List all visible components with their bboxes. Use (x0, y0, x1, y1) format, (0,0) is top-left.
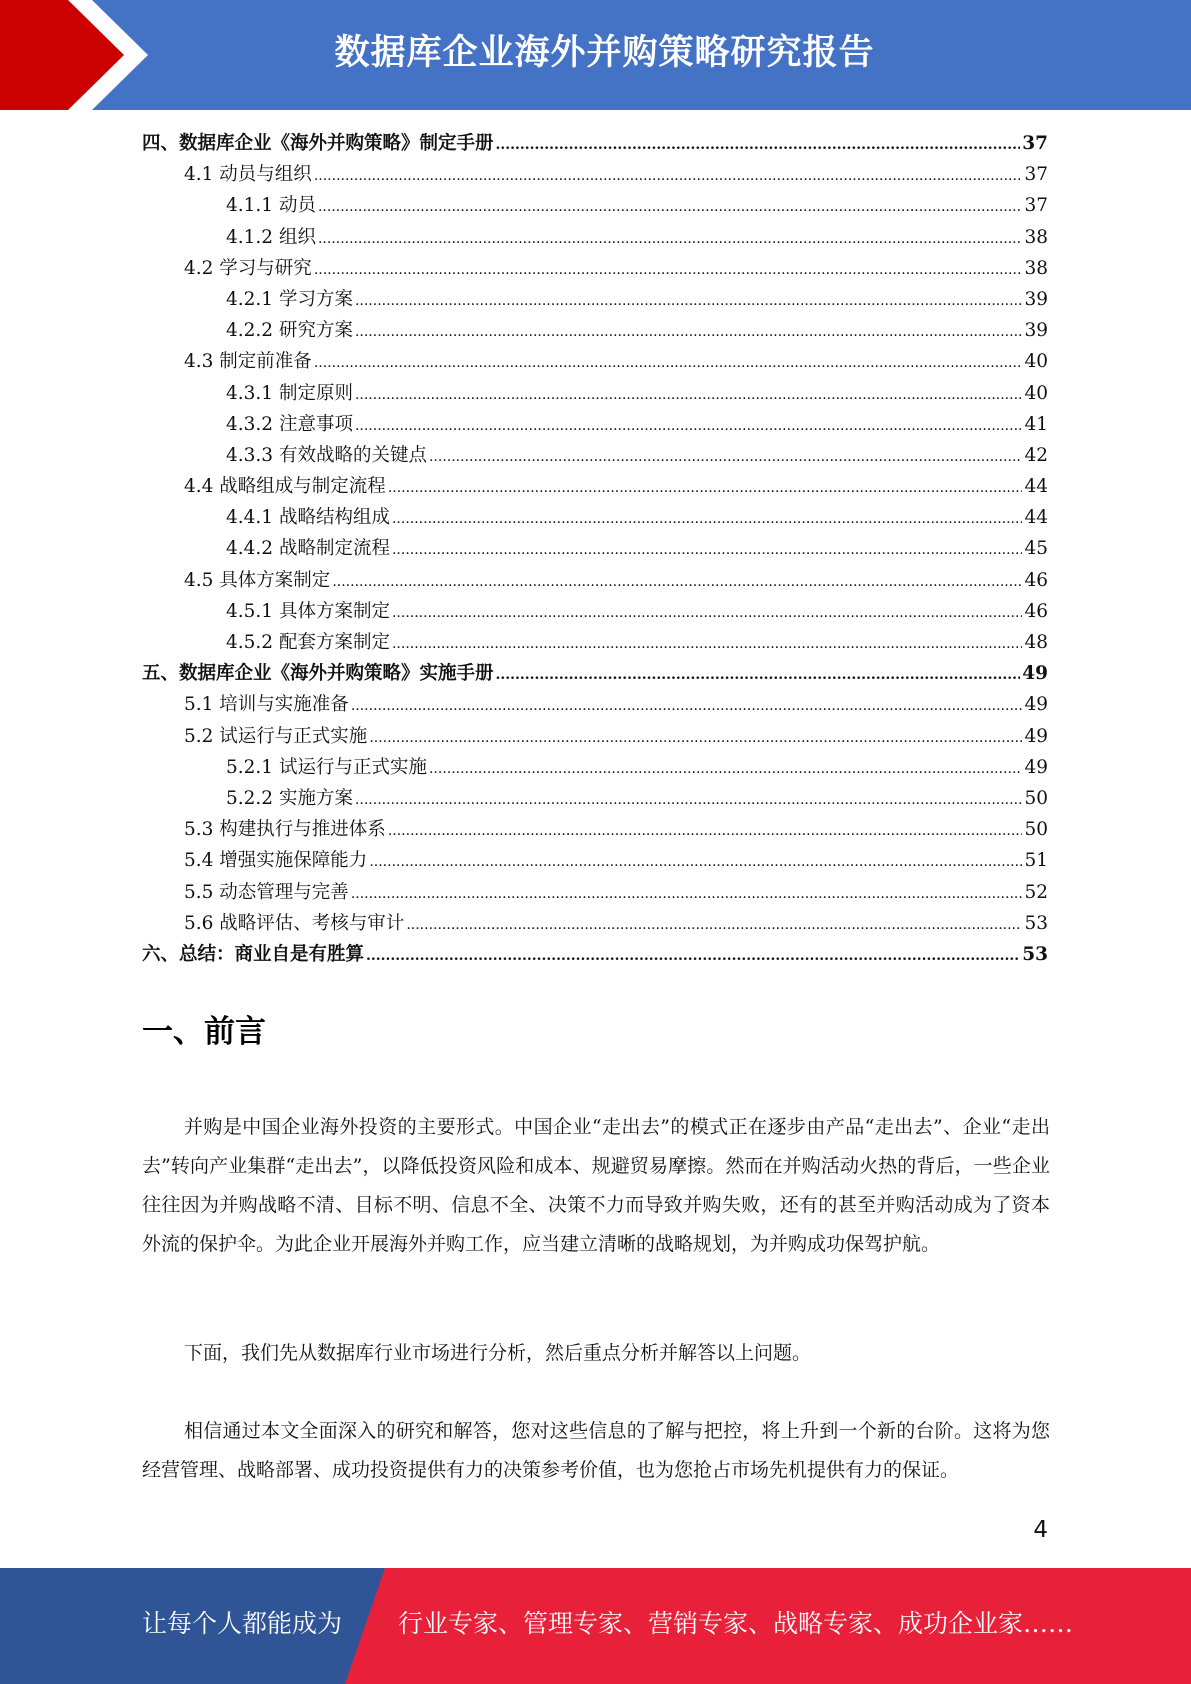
report-title: 数据库企业海外并购策略研究报告 (334, 33, 875, 73)
toc-entry-label: 4.2 学习与研究 (184, 257, 312, 279)
toc-dot-leader (429, 442, 1022, 473)
toc-entry-page: 37 (1024, 164, 1048, 186)
toc-entry[interactable] (142, 533, 1048, 564)
toc-entry-page: 38 (1024, 257, 1048, 279)
toc-dot-leader (392, 629, 1022, 660)
page-number: 4 (1033, 1517, 1048, 1543)
toc-entry-page: 44 (1024, 507, 1048, 529)
toc-entry-page: 48 (1024, 632, 1048, 653)
toc-entry-page: 37 (1024, 195, 1048, 217)
toc-entry-page: 40 (1024, 351, 1048, 373)
toc-entry-label: 5.3 构建执行与推进体系 (184, 819, 386, 841)
toc-entry[interactable] (142, 222, 1048, 253)
toc-entry-label: 四、数据库企业《海外并购策略》制定手册 (142, 133, 494, 154)
toc-entry[interactable] (142, 596, 1048, 627)
toc-dot-leader (332, 567, 1022, 598)
toc-entry-page: 49 (1022, 663, 1048, 685)
toc-dot-leader (355, 411, 1023, 442)
toc-entry[interactable] (142, 565, 1048, 596)
toc-entry[interactable] (142, 721, 1048, 752)
toc-dot-leader (496, 660, 1021, 691)
toc-entry-page: 39 (1024, 320, 1048, 342)
toc-dot-leader (355, 317, 1023, 348)
toc-entry-label: 4.2.2 研究方案 (226, 320, 353, 342)
toc-entry-page: 41 (1024, 413, 1048, 435)
toc-entry-page: 44 (1024, 476, 1048, 498)
toc-entry[interactable] (142, 814, 1048, 845)
section-heading: 一、前言 (142, 1014, 266, 1050)
toc-entry-page: 38 (1024, 226, 1048, 248)
toc-entry-page: 52 (1024, 881, 1048, 903)
toc-dot-leader (392, 504, 1022, 535)
toc-entry-label: 六、总结：商业自是有胜算 (142, 943, 365, 965)
toc-dot-leader (318, 224, 1023, 255)
toc-entry-label: 4.4 战略组成与制定流程 (184, 476, 386, 498)
toc-entry-page: 53 (1024, 912, 1048, 934)
toc-entry-label: 5.1 培训与实施准备 (184, 694, 349, 716)
toc-entry-page: 53 (1022, 943, 1048, 965)
toc-entry-label: 4.2.1 学习方案 (226, 288, 353, 310)
paragraph-analysis: 下面，我们先从数据库行业市场进行分析，然后重点分析并解答以上问题。 (184, 1342, 812, 1364)
toc-entry-page: 45 (1024, 538, 1048, 560)
toc-dot-leader (388, 816, 1023, 847)
toc-entry-label: 4.4.2 战略制定流程 (226, 538, 390, 560)
toc-entry-label: 4.3.1 制定原则 (226, 382, 353, 404)
toc-entry[interactable] (142, 502, 1048, 533)
toc-dot-leader (366, 941, 1020, 972)
toc-entry-label: 五、数据库企业《海外并购策略》实施手册 (142, 663, 494, 685)
toc-entry[interactable] (142, 190, 1048, 221)
toc-entry[interactable] (142, 346, 1048, 377)
toc-dot-leader (369, 723, 1022, 754)
page-header (0, 0, 1191, 110)
toc-entry[interactable] (142, 128, 1048, 159)
toc-dot-leader (369, 847, 1022, 878)
toc-entry-page: 37 (1022, 133, 1048, 154)
toc-entry-label: 4.1 动员与组织 (184, 164, 312, 186)
footer-slogan-right: 行业专家、管理专家、营销专家、战略专家、成功企业家…… (398, 1609, 1074, 1638)
toc-entry[interactable] (142, 471, 1048, 502)
toc-entry-page: 51 (1024, 850, 1048, 872)
toc-entry[interactable] (142, 908, 1048, 939)
toc-entry-page: 39 (1024, 288, 1048, 310)
toc-entry[interactable] (142, 378, 1048, 409)
toc-entry[interactable] (142, 159, 1048, 190)
toc-entry-label: 4.5.2 配套方案制定 (226, 632, 390, 653)
toc-dot-leader (406, 910, 1022, 941)
toc-dot-leader (388, 473, 1023, 504)
toc-dot-leader (318, 192, 1023, 223)
toc-entry-label: 4.5.1 具体方案制定 (226, 600, 390, 622)
toc-dot-leader (351, 879, 1023, 910)
toc-entry-page: 49 (1024, 756, 1048, 778)
toc-entry[interactable] (142, 689, 1048, 720)
toc-entry-page: 42 (1024, 444, 1048, 466)
table-of-contents (142, 128, 1048, 970)
toc-entry[interactable] (142, 284, 1048, 315)
toc-entry-label: 4.3.3 有效战略的关键点 (226, 444, 427, 466)
toc-entry-label: 5.2 试运行与正式实施 (184, 725, 368, 747)
toc-entry[interactable] (142, 315, 1048, 346)
toc-entry-page: 46 (1024, 569, 1048, 591)
toc-dot-leader (314, 255, 1023, 286)
toc-entry[interactable] (142, 845, 1048, 876)
toc-entry-page: 46 (1024, 600, 1048, 622)
page-footer (0, 1568, 1191, 1684)
toc-entry-label: 5.2.1 试运行与正式实施 (226, 756, 427, 778)
toc-dot-leader (355, 380, 1023, 411)
paragraph-conclusion: 相信通过本文全面深入的研究和解答，您对这些信息的了解与把控，将上升到一个新的台阶。这将为您经营管理、战略部署、成功投资提供有力的决策参考价值，也为您抢占市场先机提供有力的保证。 (142, 1420, 1050, 1481)
toc-dot-leader (392, 598, 1022, 629)
paragraph-intro: 并购是中国企业海外投资的主要形式。中国企业“走出去”的模式正在逐步由产品“走出去”、企业“走出去”转向产业集群“走出去”，以降低投资风险和成本、规避贸易摩擦。然而在并购活动火热的背后，一些企业往往因为并购战略不清、目标不明、信息不全、决策不力而导致并购失败，还有的甚至并购活动成为了资本外流的保护伞。为此企业开展海外并购工作，应当建立清晰的战略规划，为并购成功保驾护航。 (142, 1116, 1050, 1255)
toc-dot-leader (355, 286, 1023, 317)
toc-entry[interactable] (142, 939, 1048, 970)
toc-entry-label: 4.5 具体方案制定 (184, 569, 331, 591)
toc-entry[interactable] (142, 440, 1048, 471)
toc-entry[interactable] (142, 752, 1048, 783)
toc-entry-label: 4.3.2 注意事项 (226, 413, 353, 435)
toc-dot-leader (496, 130, 1021, 161)
toc-entry-label: 4.3 制定前准备 (184, 351, 312, 373)
toc-dot-leader (355, 785, 1023, 816)
toc-entry[interactable] (142, 253, 1048, 284)
toc-entry-page: 50 (1024, 819, 1048, 841)
toc-entry-label: 4.1.1 动员 (226, 195, 316, 217)
toc-entry-label: 4.4.1 战略结构组成 (226, 507, 390, 529)
toc-entry[interactable] (142, 627, 1048, 658)
toc-entry-label: 5.6 战略评估、考核与审计 (184, 912, 405, 934)
toc-entry[interactable] (142, 783, 1048, 814)
toc-entry-page: 50 (1024, 787, 1048, 809)
toc-entry-label: 4.1.2 组织 (226, 226, 316, 248)
toc-entry-label: 5.4 增强实施保障能力 (184, 850, 368, 872)
footer-slogan-left: 让每个人都能成为 (142, 1609, 343, 1638)
toc-dot-leader (314, 161, 1023, 192)
toc-entry-page: 49 (1024, 694, 1048, 716)
toc-entry[interactable] (142, 877, 1048, 908)
toc-entry-label: 5.2.2 实施方案 (226, 787, 353, 809)
toc-entry-label: 5.5 动态管理与完善 (184, 881, 349, 903)
toc-entry-page: 49 (1024, 725, 1048, 747)
toc-dot-leader (314, 348, 1023, 379)
toc-entry[interactable] (142, 409, 1048, 440)
toc-dot-leader (351, 691, 1023, 722)
toc-entry[interactable] (142, 658, 1048, 689)
toc-dot-leader (392, 535, 1022, 566)
toc-entry-page: 40 (1024, 382, 1048, 404)
toc-dot-leader (429, 754, 1022, 785)
